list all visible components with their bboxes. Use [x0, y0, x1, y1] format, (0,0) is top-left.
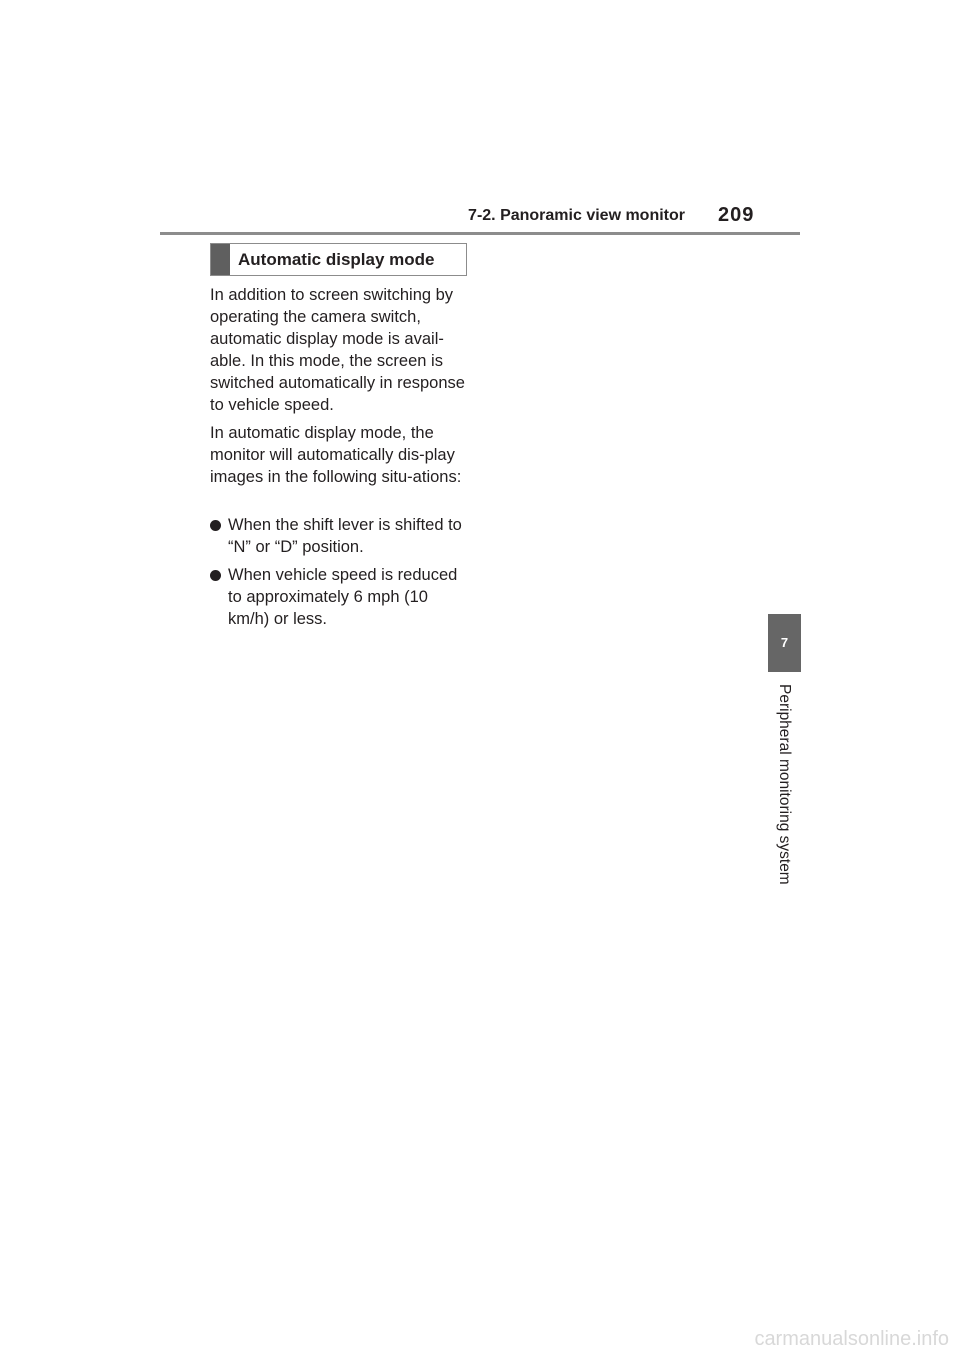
paragraph-situations: In automatic display mode, the monitor will automatically dis-play images in the following situ-ations:: [210, 424, 462, 486]
chapter-number: 7: [780, 635, 789, 650]
list-item: [210, 514, 472, 558]
chapter-title: Peripheral monitoring system: [776, 684, 793, 885]
list-item-text: When vehicle speed is reduced to approximately 6 mph (10 km/h) or less.: [228, 566, 458, 628]
page-number: 209: [718, 204, 755, 226]
list-item-text: When the shift lever is shifted to “N” or “D” position.: [228, 516, 462, 556]
paragraph-intro: In addition to screen switching by operating the camera switch, automatic display mode is avail-able. In this mode, the screen is switched automatically in response to vehicle speed.: [210, 286, 465, 414]
bullet-icon: [210, 520, 221, 531]
footer-watermark: carmanualsonline.info: [754, 1328, 949, 1350]
header-section-title: 7-2. Panoramic view monitor: [468, 207, 685, 224]
header-divider: [160, 232, 800, 235]
bullet-icon: [210, 570, 221, 581]
section-title: Automatic display mode: [238, 250, 435, 269]
section-marker: [211, 244, 230, 275]
chapter-tab: [768, 614, 801, 672]
section-heading-box: [210, 243, 467, 276]
list-item: [210, 564, 472, 630]
